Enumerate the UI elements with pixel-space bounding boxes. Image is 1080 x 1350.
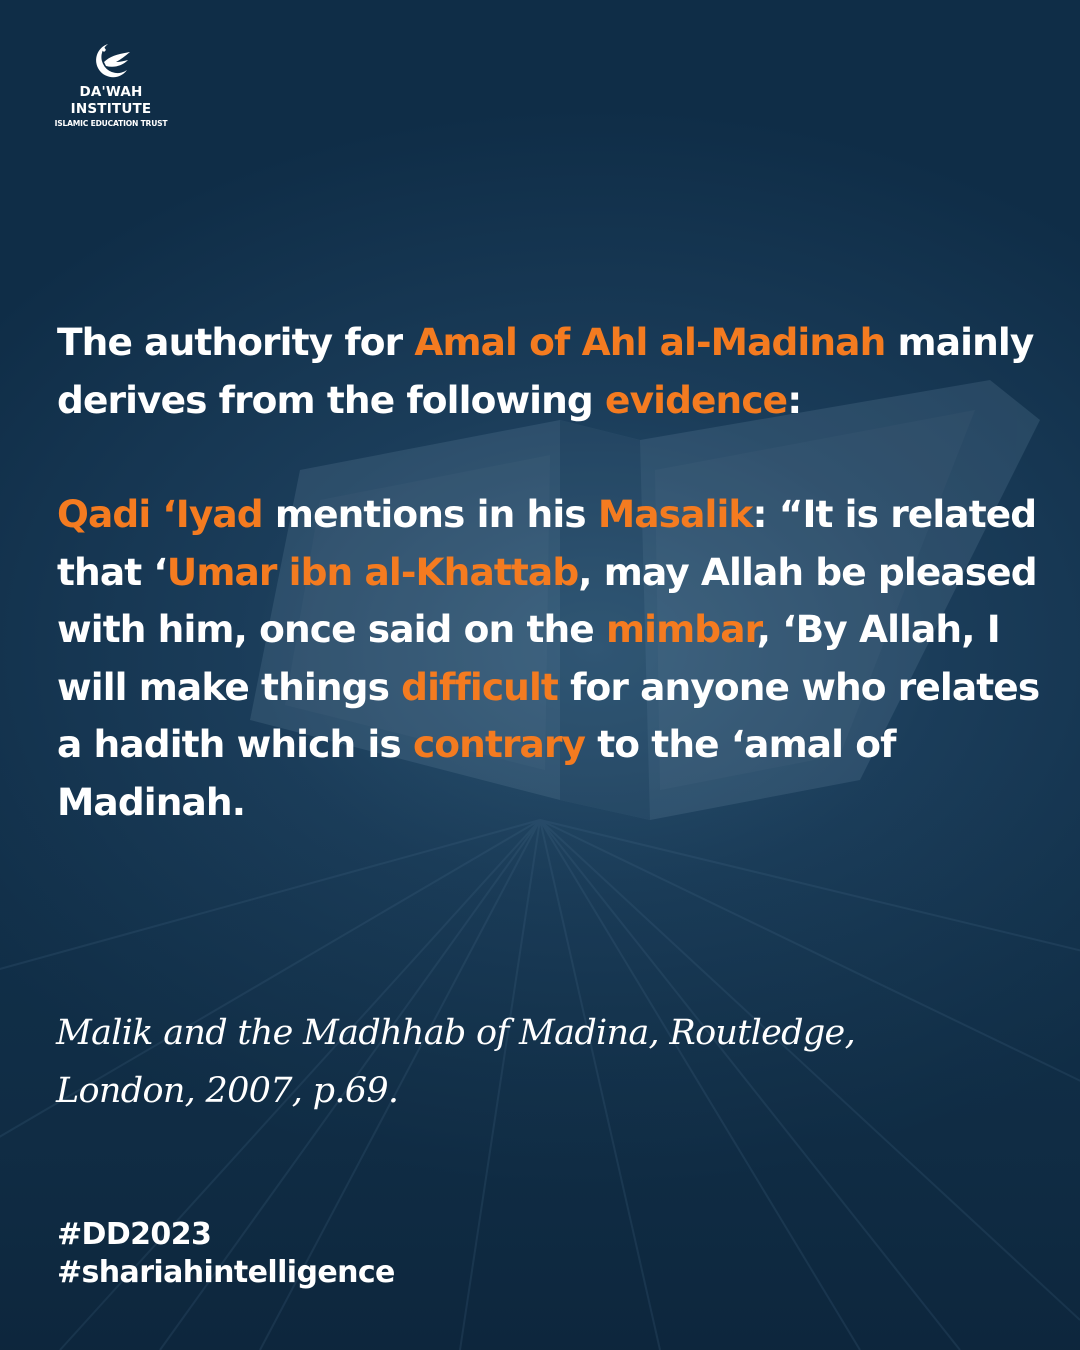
intro-text: : — [787, 377, 802, 422]
quote-text: : “It is related that ‘ — [57, 492, 1037, 594]
quote-text: , ‘By Allah, I will make things — [57, 607, 1000, 709]
citation-line1: Malik and the Madhhab of Madina, Routledge, — [56, 1013, 855, 1053]
citation-line2: London, 2007, p.69. — [56, 1071, 399, 1111]
citation — [56, 1004, 956, 1120]
intro-highlight: evidence — [605, 377, 788, 422]
hashtag: #shariahintelligence — [57, 1255, 395, 1290]
quote-text: to the ‘amal of Madinah. — [57, 722, 896, 824]
brand-name-line1: DA'WAH — [79, 84, 143, 100]
quote-highlight: mimbar — [606, 607, 757, 651]
intro-text: mainly derives from the following — [57, 320, 1034, 422]
hashtag: #DD2023 — [57, 1217, 212, 1252]
crescent-dove-icon — [88, 40, 134, 84]
quote-highlight: Umar ibn al-Khattab — [166, 549, 579, 594]
intro-paragraph — [57, 314, 1042, 429]
intro-highlight: Amal of Ahl al-Madinah — [414, 320, 886, 364]
quote-highlight: Qadi ‘Iyad — [57, 492, 263, 536]
brand-name-line2: INSTITUTE — [70, 101, 152, 117]
quote-text: for anyone who relates a hadith which is — [57, 664, 1040, 766]
quote-text: , may Allah be pleased with him, once said on the — [57, 549, 1037, 651]
quote-paragraph — [57, 486, 1042, 831]
intro-text: The authority for — [57, 320, 415, 364]
logo — [52, 40, 170, 129]
quote-highlight: Masalik — [597, 492, 753, 536]
brand-tagline: ISLAMIC EDUCATION TRUST — [54, 119, 168, 128]
quote-highlight: difficult — [401, 664, 558, 709]
quote-text: mentions in his — [262, 492, 598, 536]
hashtags — [57, 1216, 395, 1292]
quote-highlight: contrary — [412, 722, 586, 766]
